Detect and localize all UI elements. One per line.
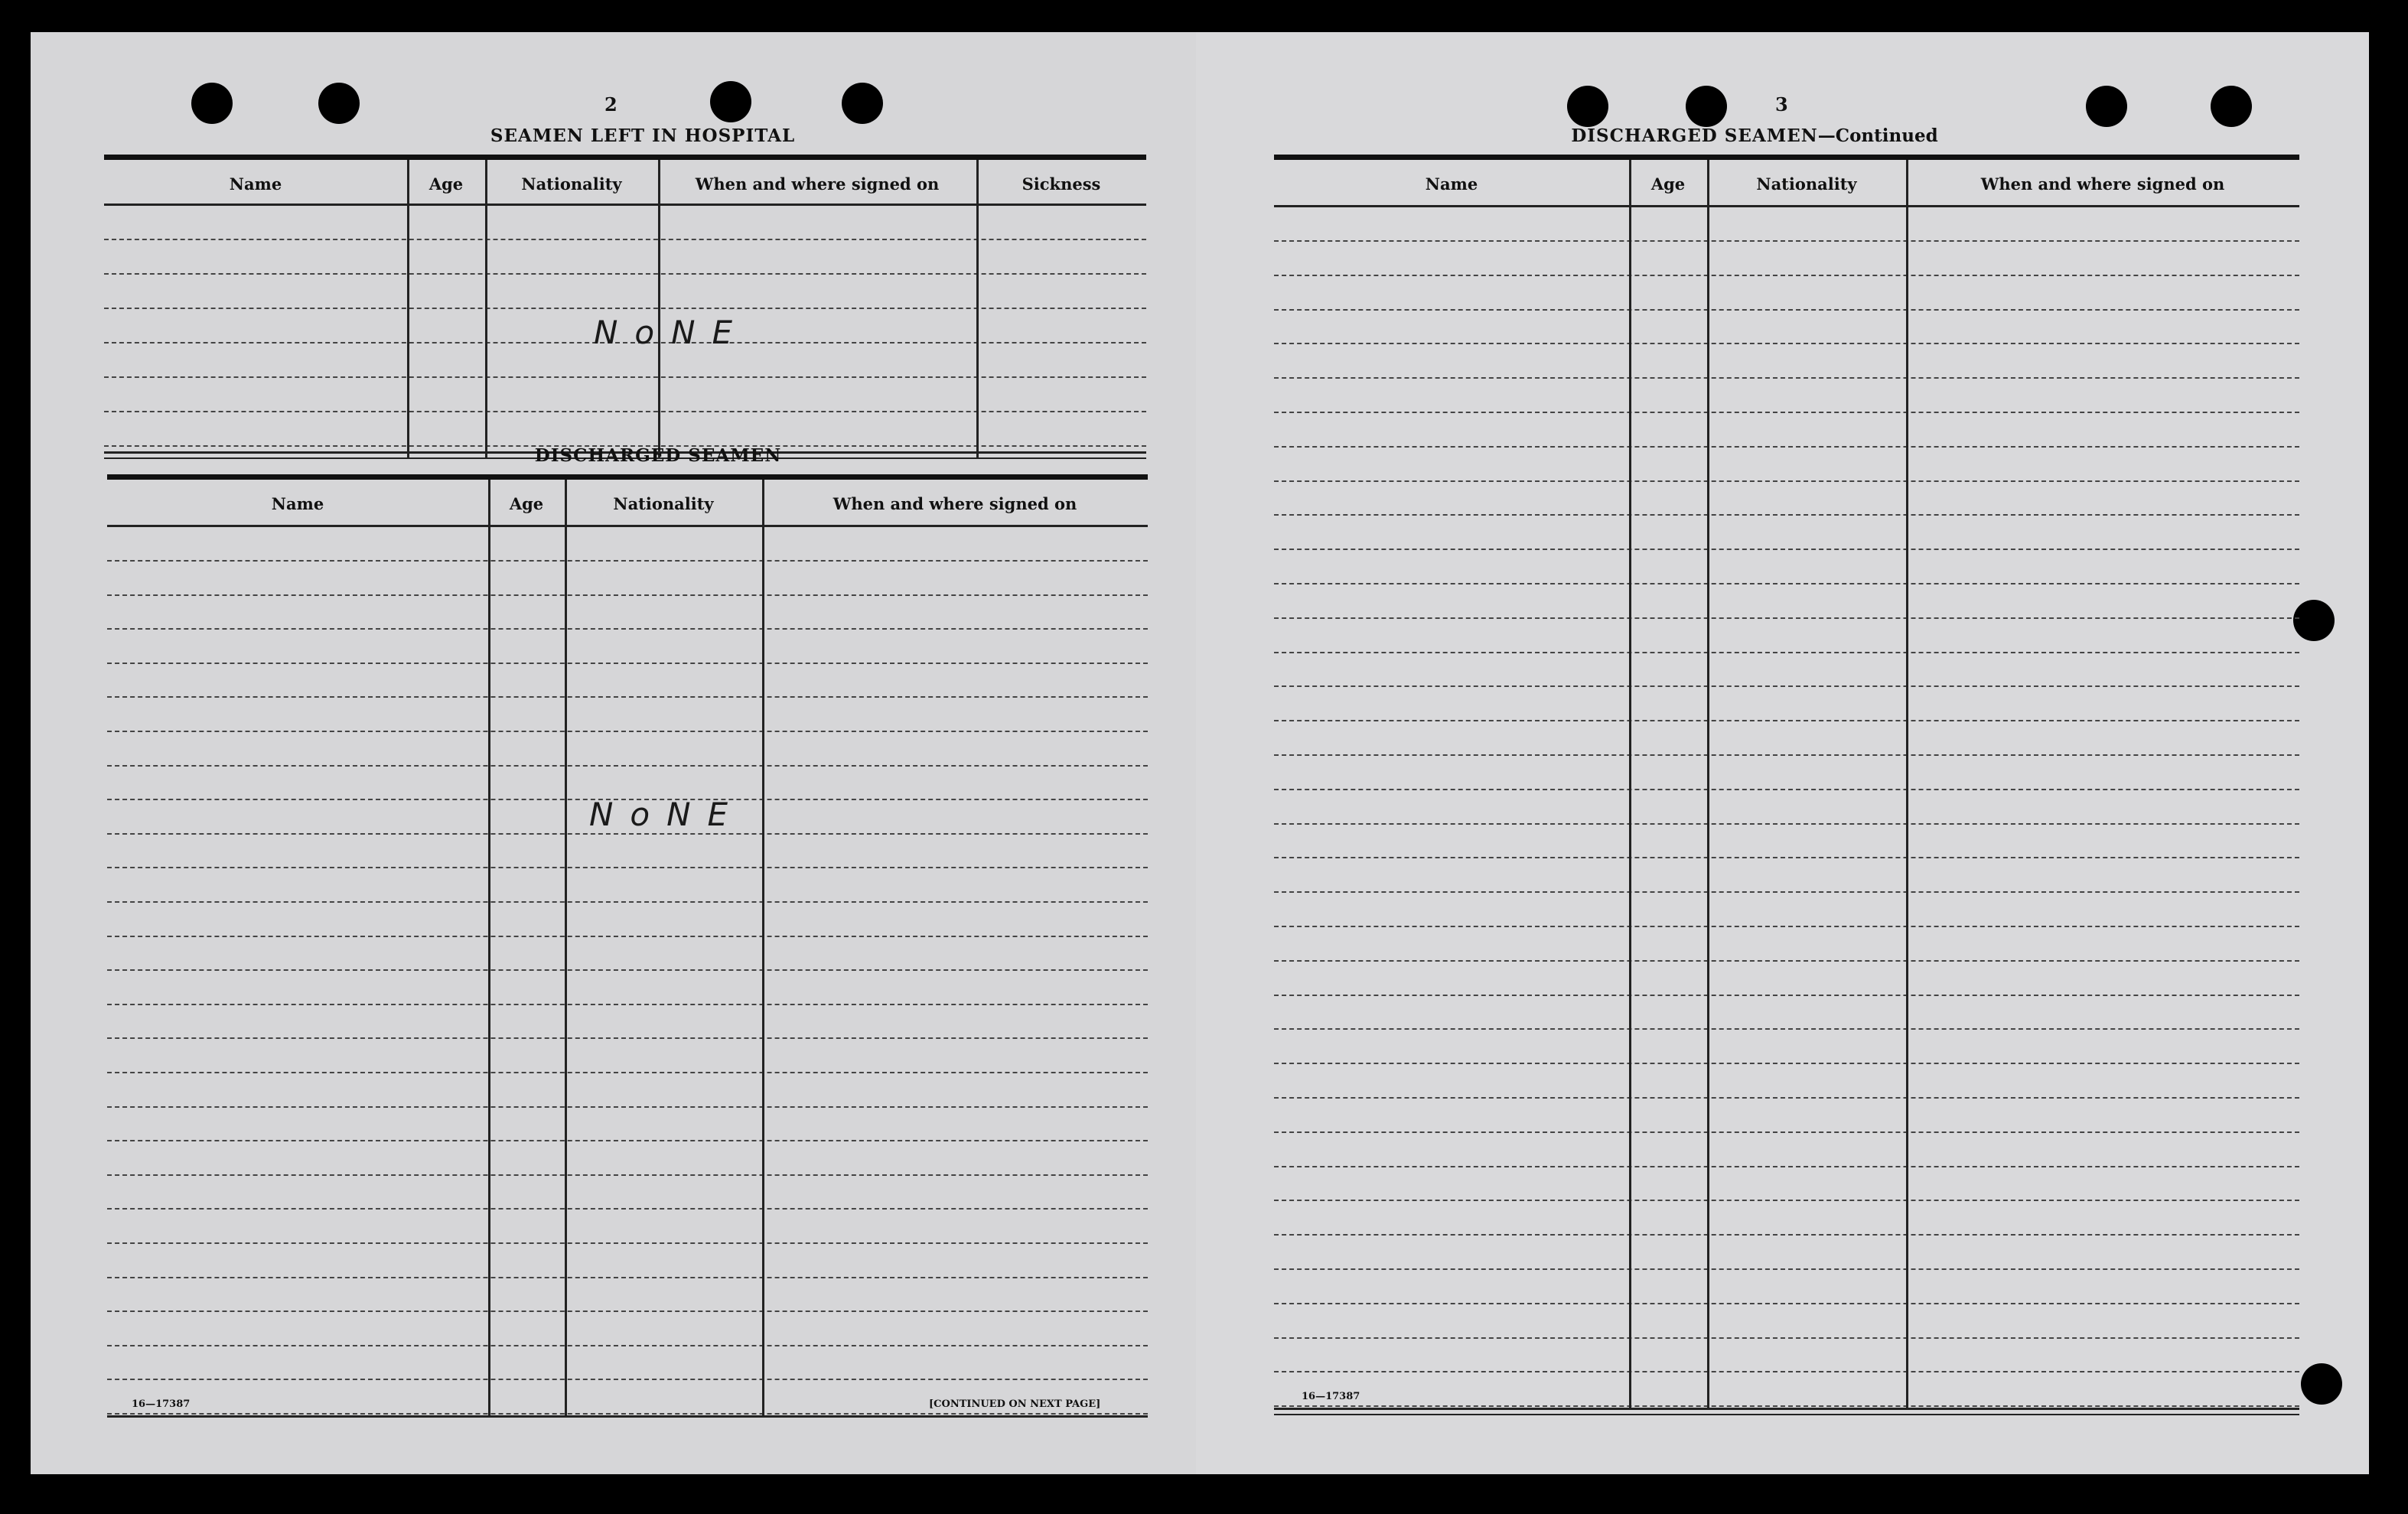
ruled-row-line [1274, 583, 2299, 584]
ruled-row-line [107, 594, 1148, 596]
ruled-row-line [107, 1413, 1148, 1415]
ruled-row-line [104, 376, 1146, 378]
column-header-name: Name [1425, 174, 1478, 194]
ruled-row-line [107, 1277, 1148, 1278]
ruled-row-line [1274, 412, 2299, 413]
discharged-continued-table [1274, 155, 2299, 1417]
ruled-row-line [1274, 1268, 2299, 1270]
ruled-row-line [1274, 1131, 2299, 1133]
ruled-row-line [107, 1208, 1148, 1210]
ruled-row-line [107, 1379, 1148, 1380]
ruled-row-line [1274, 1405, 2299, 1407]
ruled-row-line [1274, 309, 2299, 311]
ruled-row-line [107, 628, 1148, 630]
ruled-row-line [1274, 789, 2299, 790]
ruled-row-line [1274, 446, 2299, 448]
handwritten-entry: NoNE [594, 314, 750, 351]
ruled-row-line [1274, 1337, 2299, 1339]
punch-hole [2301, 1363, 2342, 1405]
ruled-row-line [1274, 823, 2299, 825]
ruled-row-line [107, 560, 1148, 562]
column-header-nationality: Nationality [1756, 174, 1857, 194]
form-number: 16—17387 [132, 1398, 191, 1410]
ruled-row-line [1274, 1028, 2299, 1030]
ruled-row-line [1274, 754, 2299, 756]
ruled-row-line [1274, 617, 2299, 619]
title-suffix: —Continued [1817, 125, 1938, 146]
punch-hole [191, 83, 233, 124]
ruled-row-line [107, 867, 1148, 868]
form-number: 16—17387 [1302, 1391, 1360, 1402]
ruled-row-line [1274, 926, 2299, 927]
discharged-section-title: DISCHARGED SEAMEN [534, 445, 782, 466]
ruled-row-line [107, 663, 1148, 664]
punch-hole [710, 81, 751, 122]
punch-hole [1567, 86, 1608, 127]
punch-hole [2293, 600, 2335, 641]
ruled-row-line [107, 1106, 1148, 1108]
ruled-row-line [107, 901, 1148, 903]
ruled-row-line [1274, 1303, 2299, 1304]
ruled-row-line [107, 731, 1148, 732]
ruled-row-line [1274, 275, 2299, 276]
ruled-row-line [107, 696, 1148, 698]
ruled-row-line [1274, 652, 2299, 653]
ruled-row-line [107, 969, 1148, 971]
punch-hole [2086, 86, 2127, 127]
ruled-row-line [104, 239, 1146, 240]
discharged-continued-title [1525, 125, 1984, 146]
ruled-row-line [1274, 1200, 2299, 1201]
ruled-row-line [1274, 1234, 2299, 1236]
ruled-row-line [107, 1345, 1148, 1346]
ruled-row-line [107, 833, 1148, 835]
column-header-age: Age [1650, 174, 1686, 194]
ruled-row-line [107, 936, 1148, 937]
ruled-row-line [107, 1004, 1148, 1005]
ruled-row-line [1274, 857, 2299, 858]
column-header-name: Name [229, 174, 282, 194]
column-header-age: Age [509, 494, 544, 513]
continued-note: [CONTINUED ON NEXT PAGE] [929, 1398, 1101, 1410]
ruled-row-line [1274, 343, 2299, 344]
column-header-age: Age [428, 174, 464, 194]
hospital-section-title: SEAMEN LEFT IN HOSPITAL [490, 125, 796, 146]
hospital-table [104, 155, 1146, 459]
ruled-row-line [1274, 720, 2299, 721]
ruled-row-line [104, 411, 1146, 412]
column-header-nationality: Nationality [521, 174, 622, 194]
ruled-row-line [1274, 891, 2299, 893]
ruled-row-line [1274, 1097, 2299, 1099]
column-header-signed-on: When and where signed on [695, 174, 940, 194]
page-number: 2 [604, 93, 617, 116]
ruled-row-line [104, 273, 1146, 275]
ruled-row-line [107, 1242, 1148, 1244]
column-header-name: Name [271, 494, 324, 513]
punch-hole [842, 83, 883, 124]
ruled-row-line [1274, 514, 2299, 516]
punch-hole [2211, 86, 2252, 127]
column-header-signed-on: When and where signed on [1980, 174, 2225, 194]
ruled-row-line [1274, 685, 2299, 687]
ruled-row-line [1274, 549, 2299, 550]
ruled-row-line [1274, 1166, 2299, 1167]
ruled-row-line [1274, 240, 2299, 242]
punch-hole [318, 83, 360, 124]
ruled-row-line [1274, 995, 2299, 996]
ruled-row-line [107, 765, 1148, 767]
ruled-row-line [107, 1072, 1148, 1073]
punch-hole [1686, 86, 1727, 127]
ruled-row-line [1274, 1063, 2299, 1064]
ruled-row-line [1274, 377, 2299, 379]
ruled-row-line [1274, 480, 2299, 482]
ruled-row-line [107, 1037, 1148, 1039]
column-header-nationality: Nationality [613, 494, 714, 513]
column-header-signed-on: When and where signed on [833, 494, 1077, 513]
ruled-row-line [107, 1140, 1148, 1141]
right-page [1196, 32, 2369, 1474]
column-header-sickness: Sickness [1022, 174, 1101, 194]
ruled-row-line [107, 1311, 1148, 1312]
handwritten-entry: NoNE [589, 796, 745, 833]
title-text: DISCHARGED SEAMEN [1571, 125, 1818, 146]
discharged-table [107, 474, 1148, 1423]
ruled-row-line [1274, 1371, 2299, 1372]
ruled-row-line [104, 308, 1146, 309]
left-page [31, 32, 1196, 1474]
ruled-row-line [1274, 960, 2299, 962]
page-number: 3 [1775, 93, 1788, 116]
ruled-row-line [107, 1174, 1148, 1176]
